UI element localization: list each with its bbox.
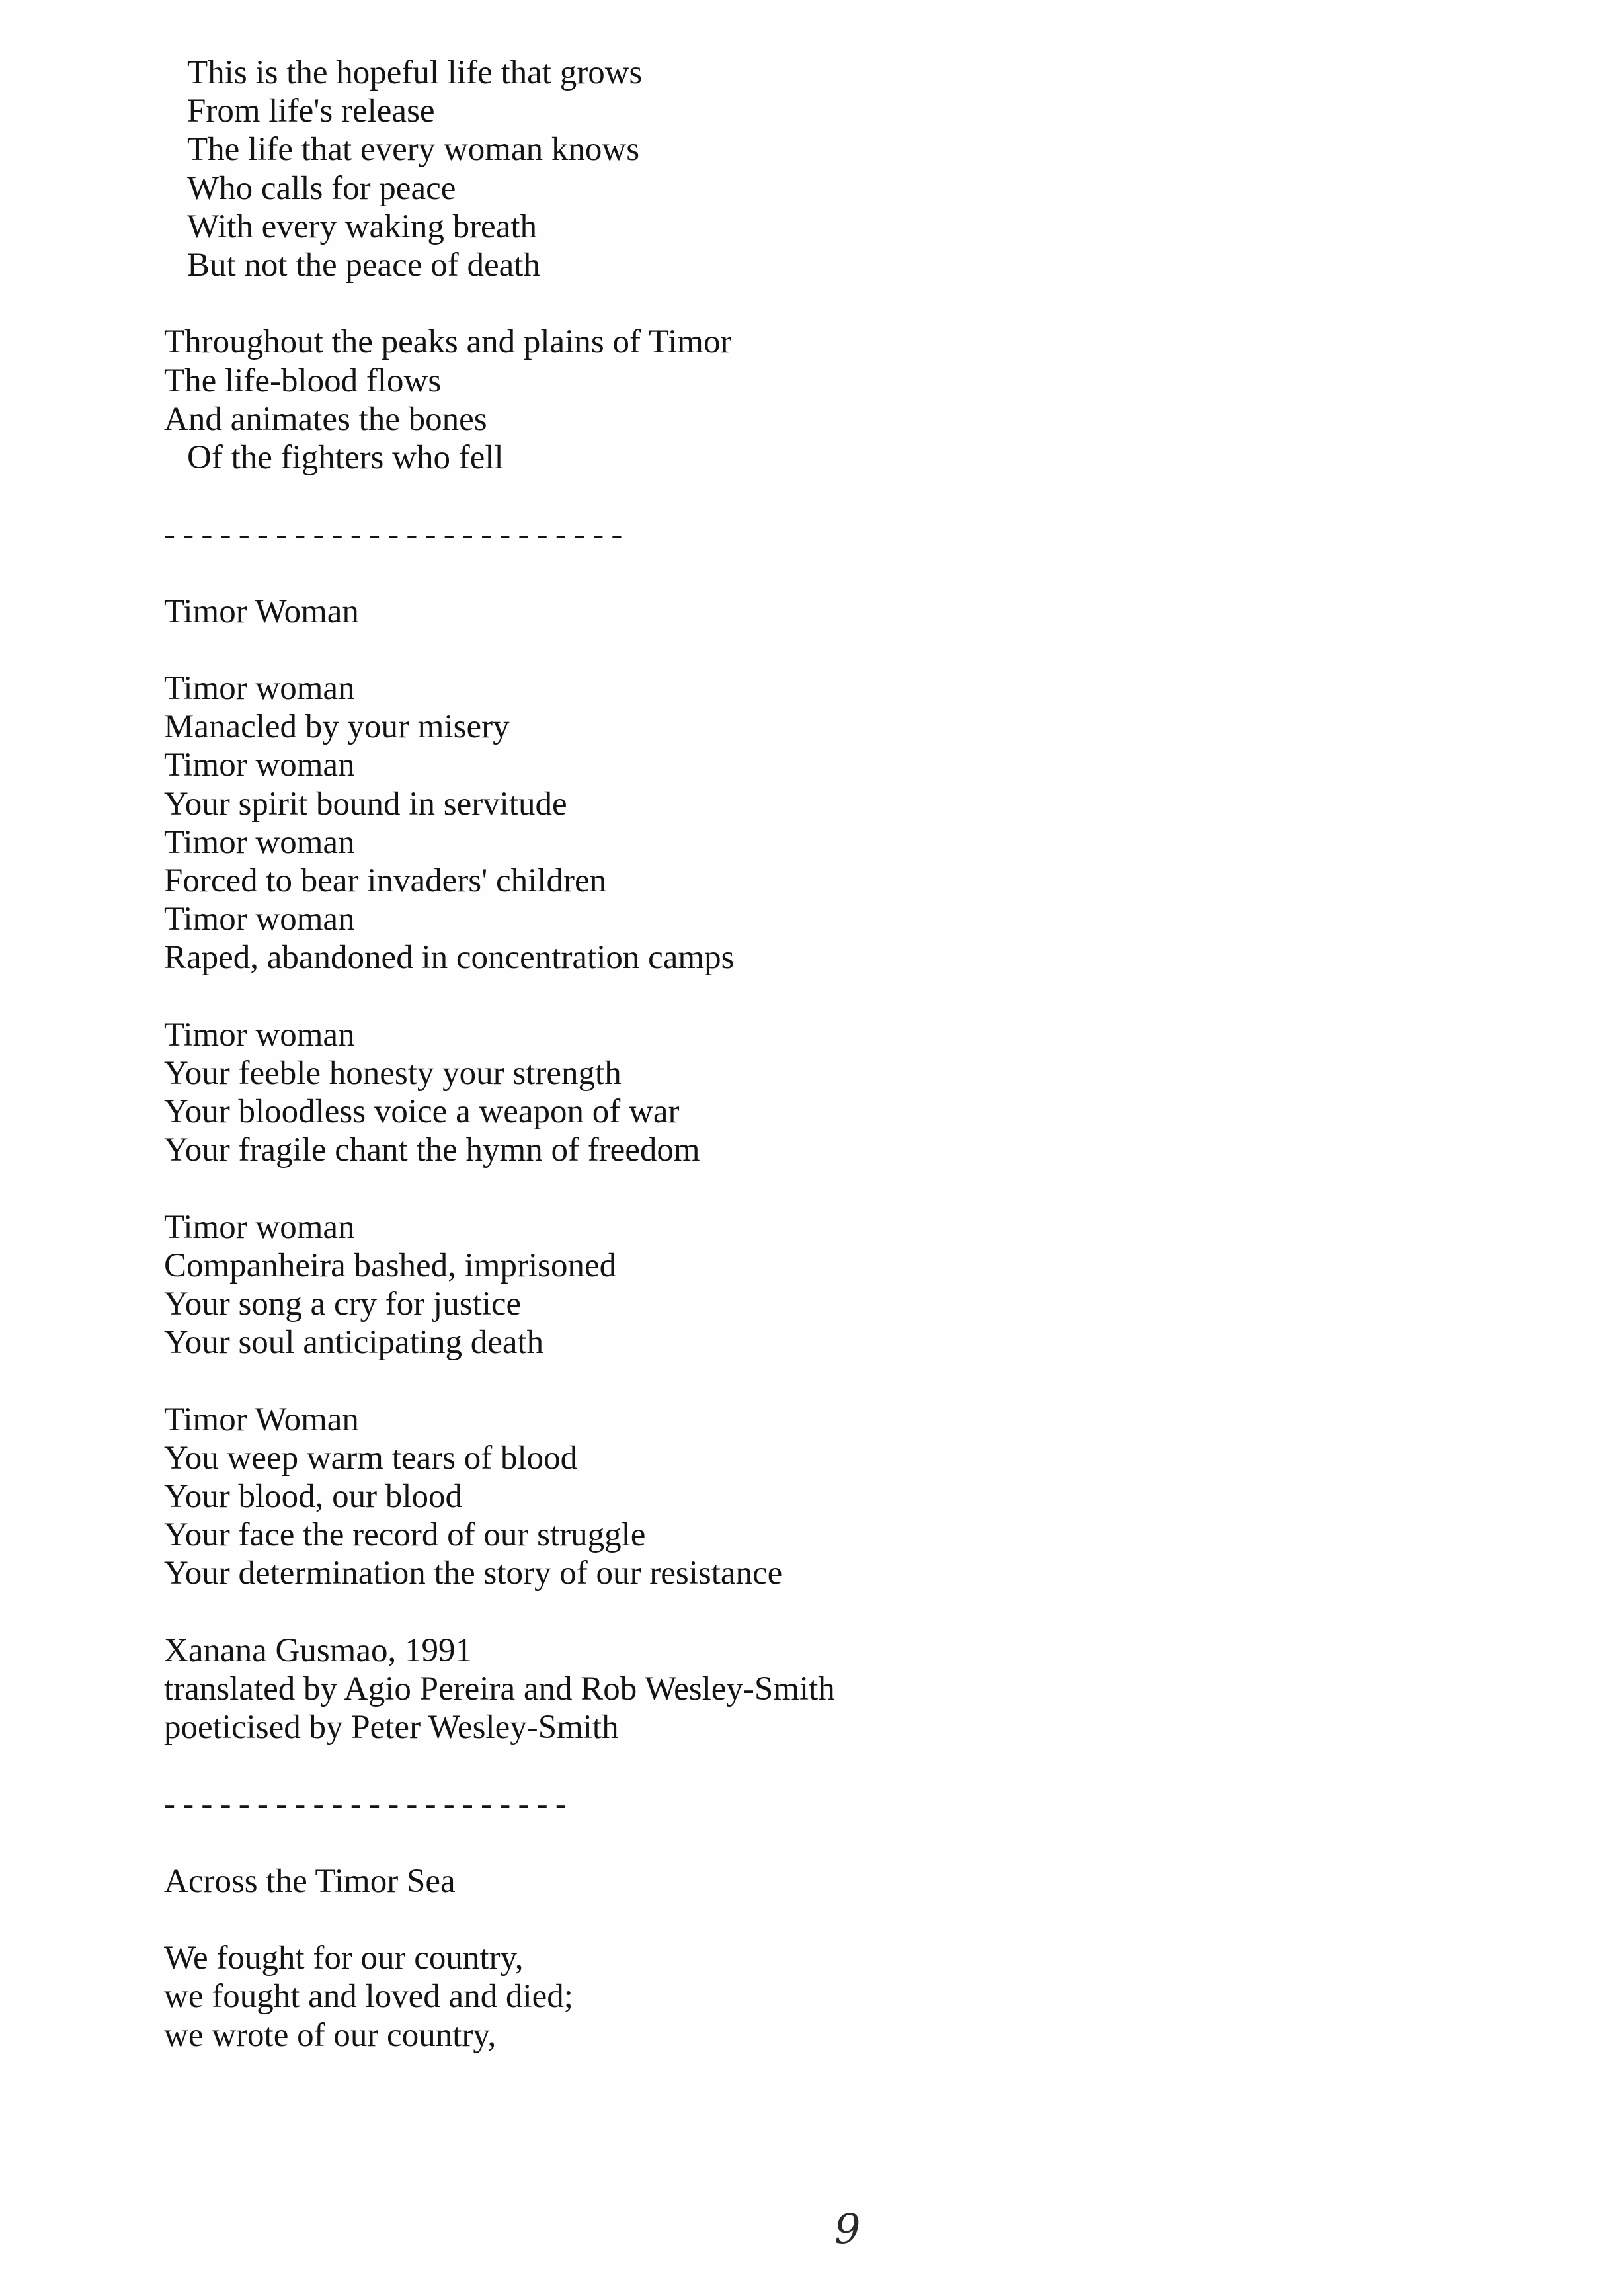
poem-line: Timor woman bbox=[164, 1208, 355, 1246]
stanza-break bbox=[164, 977, 1222, 1016]
poem-line: Timor woman bbox=[164, 901, 355, 938]
page-number: 9 bbox=[834, 2205, 861, 2253]
section-separator: ------------------------- bbox=[164, 516, 630, 554]
poem-line: This is the hopeful life that grows bbox=[187, 54, 643, 91]
poem-title: Across the Timor Sea bbox=[164, 1862, 456, 1900]
poem-translators: translated by Agio Pereira and Rob Wesley-Smith bbox=[164, 1670, 835, 1707]
stanza-break bbox=[164, 1593, 1222, 1631]
poem-title: Timor Woman bbox=[164, 593, 359, 630]
stanza-break bbox=[164, 477, 1222, 515]
poem-poeticiser: poeticised by Peter Wesley-Smith bbox=[164, 1709, 619, 1746]
poem-line: Your song a cry for justice bbox=[164, 1286, 522, 1323]
stanza-break bbox=[164, 1824, 1222, 1862]
poem-line: But not the peace of death bbox=[187, 246, 540, 284]
stanza-break bbox=[164, 1746, 1222, 1785]
poem-line: Throughout the peaks and plains of Timor bbox=[164, 323, 732, 361]
poem-line: Your determination the story of our resistance bbox=[164, 1555, 783, 1592]
poem-line: Your soul anticipating death bbox=[164, 1324, 544, 1362]
poem-line: Timor Woman bbox=[164, 1401, 359, 1438]
poem-line: Forced to bear invaders' children bbox=[164, 862, 607, 899]
section-separator: ---------------------- bbox=[164, 1785, 575, 1823]
poem-line: Your blood, our blood bbox=[164, 1477, 463, 1515]
stanza-break bbox=[164, 1169, 1222, 1208]
poem-line: We fought for our country, bbox=[164, 1940, 524, 1977]
poem-line: Raped, abandoned in concentration camps bbox=[164, 939, 735, 977]
poem-line: Timor woman bbox=[164, 823, 355, 861]
poem-line: Who calls for peace bbox=[187, 169, 456, 207]
poem-line: Of the fighters who fell bbox=[187, 438, 504, 476]
poem-line: Your fragile chant the hymn of freedom bbox=[164, 1131, 700, 1169]
poem-line: Timor woman bbox=[164, 670, 355, 707]
poem-line: With every waking breath bbox=[187, 208, 538, 245]
poem-line: Manacled by your misery bbox=[164, 708, 510, 746]
poem-line: we fought and loved and died; bbox=[164, 1978, 573, 2016]
poem-line: From life's release bbox=[187, 93, 435, 130]
poem-line: Your face the record of our struggle bbox=[164, 1516, 646, 1554]
poem-author: Xanana Gusmao, 1991 bbox=[164, 1631, 472, 1669]
poem-line: Your spirit bound in servitude bbox=[164, 785, 567, 823]
stanza-break bbox=[164, 631, 1222, 669]
poem-line: The life-blood flows bbox=[164, 362, 442, 399]
stanza-break bbox=[164, 554, 1222, 592]
stanza-break bbox=[164, 284, 1222, 323]
poem-line: we wrote of our country, bbox=[164, 2016, 497, 2054]
poem-line: The life that every woman knows bbox=[187, 131, 640, 169]
poem-line: Your bloodless voice a weapon of war bbox=[164, 1093, 680, 1131]
poem-line: Timor woman bbox=[164, 747, 355, 784]
stanza-break bbox=[164, 1362, 1222, 1400]
poem-line: And animates the bones bbox=[164, 400, 487, 438]
stanza-break bbox=[164, 1901, 1222, 1939]
poem-line: Timor woman bbox=[164, 1016, 355, 1053]
poem-line: You weep warm tears of blood bbox=[164, 1439, 578, 1477]
poem-line: Companheira bashed, imprisoned bbox=[164, 1247, 617, 1284]
poem-line: Your feeble honesty your strength bbox=[164, 1054, 622, 1092]
text-column bbox=[164, 54, 1222, 2055]
